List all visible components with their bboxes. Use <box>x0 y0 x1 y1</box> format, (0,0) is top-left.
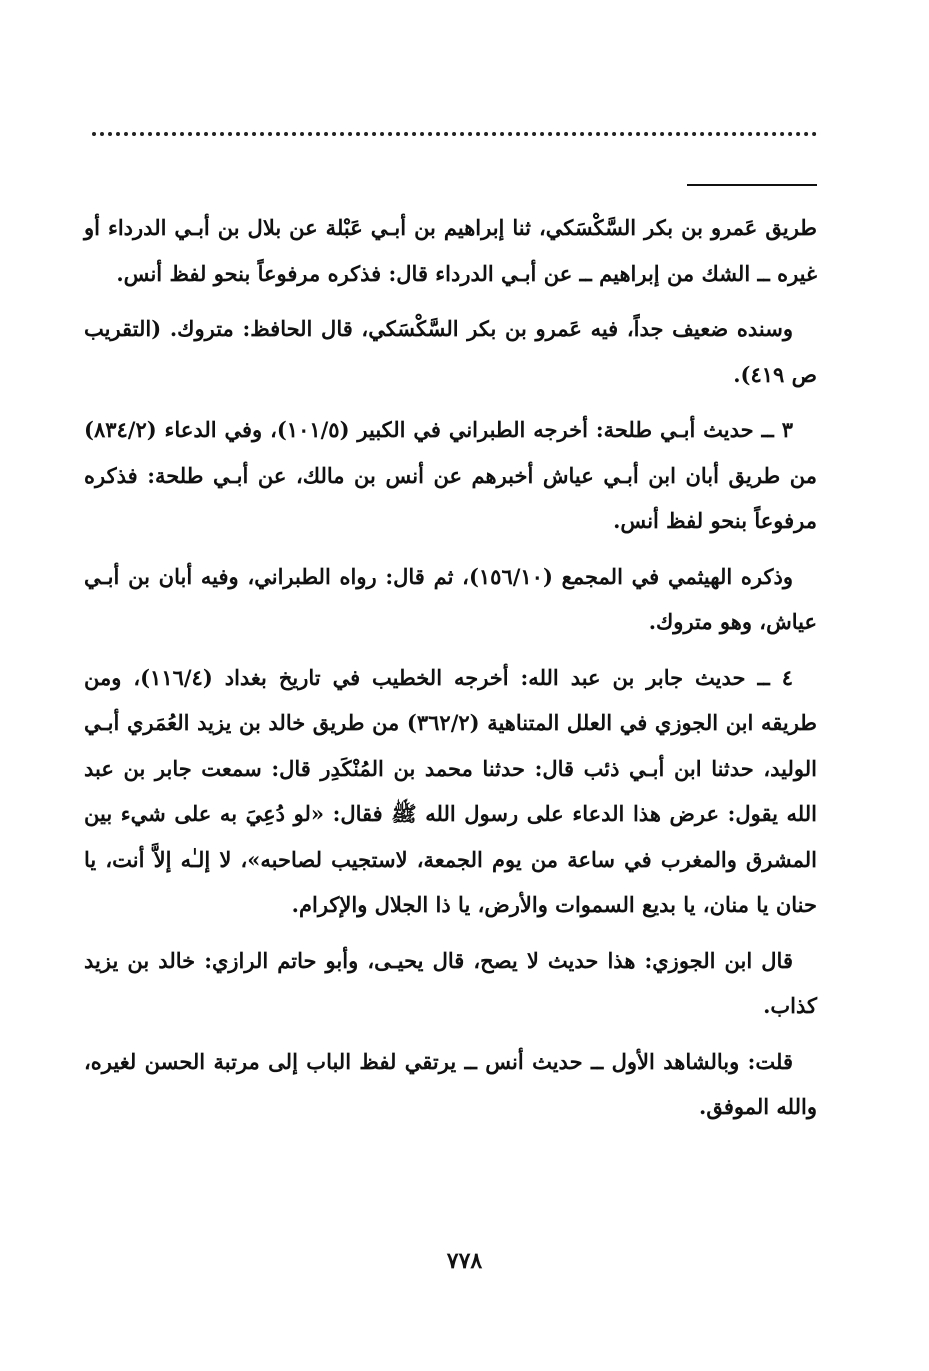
footnote-text-block <box>84 205 817 1140</box>
paragraph-5: ٤ ــ حديث جابر بن عبد الله: أخرجه الخطيب في تاريخ بغداد (١١٦/٤)، ومن طريقه ابن الجوزي في العلل المتناهية (٣٦٢/٢) من طريق خالد بن يزيد العُمَري أبـي الوليد، حدثنا ابن أبـي ذئب قال: حدثنا محمد بن المُنْكَدِر قال: سمعت جابر بن عبد الله يقول: عرض هذا الدعاء على رسول الله ﷺ فقال: «لو دُعِيَ به على شيء بين المشرق والمغرب في ساعة من يوم الجمعة، لاستجيب لصاحبه»، لا إلـٰه إلاَّ أنت، يا حنان يا منان، يا بديع السموات والأرض، يا ذا الجلال والإكرام. <box>84 664 817 917</box>
paragraph-7: قلت: وبالشاهد الأول ــ حديث أنس ــ يرتقي لفظ الباب إلى مرتبة الحسن لغيره، والله الموفق. <box>84 1048 817 1119</box>
paragraph-1: طريق عَمرو بن بكر السَّكْسَكي، ثنا إبراهيم بن أبـي عَبْلة عن بلال بن أبـي الدرداء أو غيره ــ الشك من إبراهيم ــ عن أبـي الدرداء قال: فذكره مرفوعاً بنحو لفظ أنس. <box>84 215 817 286</box>
footnote-separator-line <box>687 184 817 186</box>
dotted-separator <box>92 132 817 136</box>
paragraph-3: ٣ ــ حديث أبـي طلحة: أخرجه الطبراني في الكبير (١٠١/٥)، وفي الدعاء (٨٣٤/٢) من طريق أبان ابن أبـي عياش أخبرهم عن أنس بن مالك، عن أبـي طلحة: فذكره مرفوعاً بنحو لفظ أنس. <box>84 417 817 533</box>
paragraph-4: وذكره الهيثمي في المجمع (١٥٦/١٠)، ثم قال: رواه الطبراني، وفيه أبان بن أبـي عياش، وهو متروك. <box>84 563 817 634</box>
paragraph-6: قال ابن الجوزي: هذا حديث لا يصح، قال يحيـى، وأبو حاتم الرازي: خالد بن يزيد كذاب. <box>84 947 817 1018</box>
paragraph-2: وسنده ضعيف جداً، فيه عَمرو بن بكر السَّكْسَكي، قال الحافظ: متروك. (التقريب ص ٤١٩). <box>84 316 817 387</box>
page-number: ٧٧٨ <box>446 1248 483 1274</box>
